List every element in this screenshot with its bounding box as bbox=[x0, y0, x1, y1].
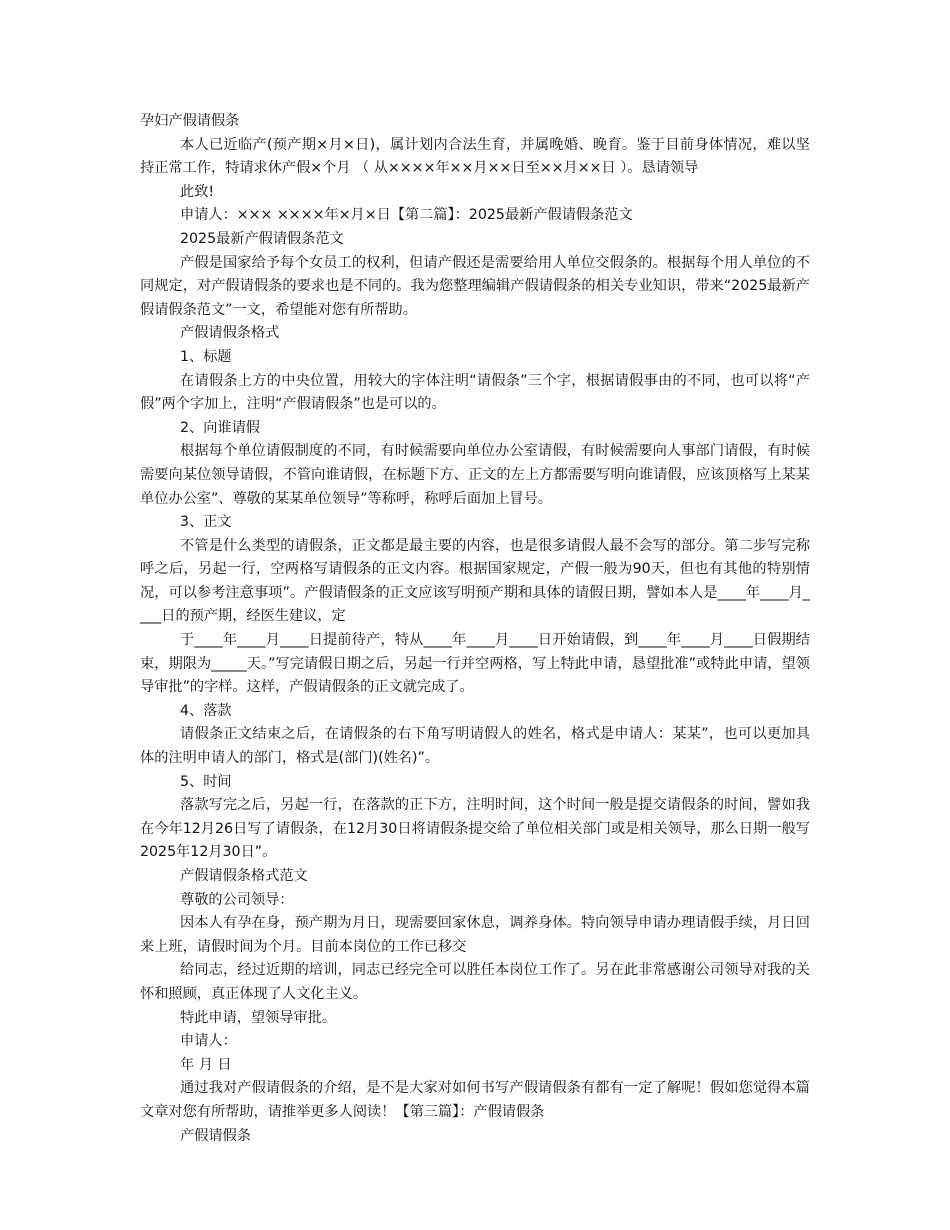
paragraph: 不管是什么类型的请假条，正文都是最主要的内容，也是很多请假人最不会写的部分。第二步写完称呼之后，另起一行，空两格写请假条的正文内容。根据国家规定，产假一般为90天，但也有其他的特别情况，可以参考注意事项”。产假请假条的正文应该写明预产期和具体的请假日期，譬如本人是____年____月____日的预产期，经医生建议，定 bbox=[140, 537, 810, 625]
section-heading: 产假请假条 bbox=[180, 1127, 251, 1144]
document-body bbox=[140, 110, 810, 1148]
section-heading: 2025最新产假请假条范文 bbox=[180, 230, 344, 247]
paragraph: 在请假条上方的中央位置，用较大的字体注明“请假条”三个字，根据请假事由的不同，也可以将“产假”两个字加上，注明“产假请假条”也是可以的。 bbox=[140, 372, 810, 413]
paragraph: 给同志，经过近期的培训，同志已经完全可以胜任本岗位工作了。另在此非常感谢公司领导对我的关怀和照顾，真正体现了人文化主义。 bbox=[140, 962, 810, 1002]
paragraph: 通过我对产假请假条的介绍，是不是大家对如何书写产假请假条有都有一定了解呢！假如您觉得本篇文章对您有所帮助，请推举更多人阅读！【第三篇】：产假请假条 bbox=[140, 1080, 810, 1120]
subheading: 3、正文 bbox=[180, 514, 232, 531]
paragraph: 因本人有孕在身，预产期为月日，现需要回家休息，调养身体。特向领导申请办理请假手续，月日回来上班，请假时间为个月。目前本岗位的工作已移交 bbox=[140, 915, 810, 955]
paragraph: 特此申请，望领导审批。 bbox=[180, 1009, 337, 1026]
subheading: 1、标题 bbox=[180, 348, 232, 365]
subheading: 2、向谁请假 bbox=[180, 419, 260, 436]
paragraph: 产假是国家给予每个女员工的权利，但请产假还是需要给用人单位交假条的。根据每个用人单位的不同规定，对产假请假条的要求也是不同的。我为您整理编辑产假请假条的相关专业知识，带来“2025最新产假请假条范文”一文，希望能对您有所帮助。 bbox=[140, 254, 810, 318]
paragraph: 根据每个单位请假制度的不同，有时候需要向单位办公室请假，有时候需要向人事部门请假，有时候需要向某位领导请假，不管向谁请假，在标题下方、正文的左上方都需要写明向谁请假，应该顶格写上某某单位办公室”、尊敬的某某单位领导”等称呼，称呼后面加上冒号。 bbox=[140, 443, 810, 507]
subheading: 5、时间 bbox=[180, 773, 232, 790]
paragraph: 本人已近临产(预产期×月×日)，属计划内合法生育，并属晚婚、晚育。鉴于目前身体情况，难以坚持正常工作，特请求休产假×个月 （ 从××××年××月××日至××月××日 ）。恳请领导 bbox=[140, 136, 810, 177]
paragraph: 落款写完之后，另起一行，在落款的正下方，注明时间，这个时间一般是提交请假条的时间，譬如我在今年12月26日写了请假条，在12月30日将请假条提交给了单位相关部门或是相关领导，那么日期一般写2025年12月30日”。 bbox=[140, 797, 810, 861]
section-heading: 产假请假条格式范文 bbox=[180, 868, 308, 884]
document-title: 孕妇产假请假条 bbox=[140, 113, 240, 129]
date-line: 年 月 日 bbox=[180, 1056, 232, 1073]
paragraph: 请假条正文结束之后，在请假条的右下角写明请假人的姓名，格式是申请人：某某”，也可以更加具体的注明申请人的部门，格式是(部门)(姓名)”。 bbox=[140, 726, 810, 767]
section-heading: 产假请假条格式 bbox=[180, 325, 280, 342]
paragraph: 于____年____月____日提前待产，特从____年____月____日开始请假，到____年____月____日假期结束，期限为_____天。”写完请假日期之后，另起一行并空两格，写上特此申请，恳望批准”或特此申请，望领导审批”的字样。这样，产假请假条的正文就完成了。 bbox=[140, 632, 810, 696]
signature-line: 申请人： bbox=[180, 1033, 237, 1050]
paragraph: 此致! bbox=[180, 183, 215, 200]
paragraph: 申请人：××× ××××年×月×日【第二篇】：2025最新产假请假条范文 bbox=[180, 207, 633, 224]
salutation: 尊敬的公司领导： bbox=[180, 891, 294, 908]
subheading: 4、落款 bbox=[180, 702, 232, 719]
